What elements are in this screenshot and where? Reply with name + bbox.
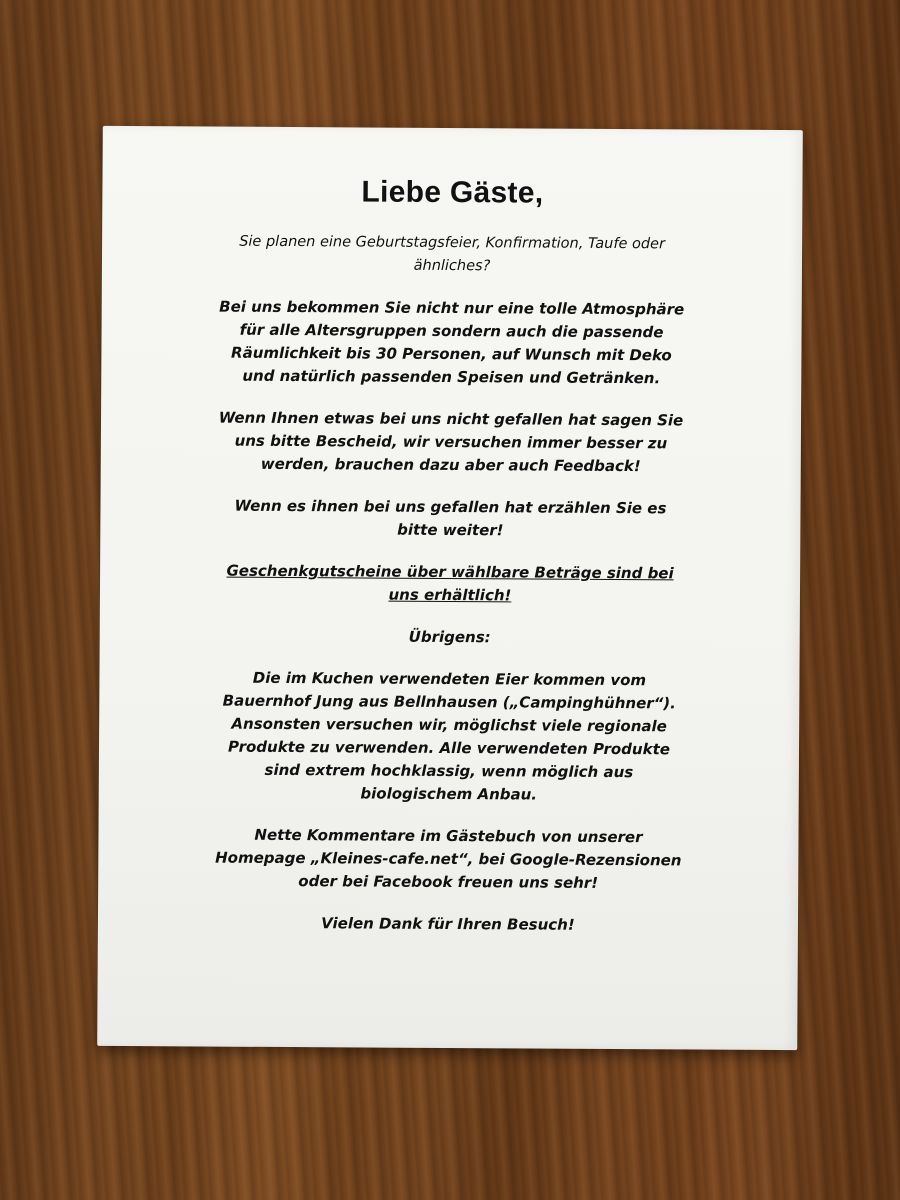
reviews-paragraph: Nette Kommentare im Gästebuch von unserer Homepage „Kleines-cafe.net“, bei Google-Rezensionen oder bei Facebook freuen uns sehr! xyxy=(215,825,682,892)
flyer-content xyxy=(98,174,803,957)
flyer-sheet xyxy=(97,126,803,1050)
event-offer-paragraph: Bei uns bekommen Sie nicht nur eine tolle Atmosphäre für alle Altersgruppen sondern auch die passende Räumlichkeit bis 30 Personen, auf Wunsch mit Deko und natürlich passenden Speisen und Getränken. xyxy=(219,297,685,388)
regional-products-paragraph: Die im Kuchen verwendeten Eier kommen vom Bauernhof Jung aus Bellnhausen („Campinghühner“). Ansonsten versuchen wir, möglichst viele regionale Produkte zu verwenden. Alle verwendeten Produkte sind extrem hochklassig, wenn möglich aus biologischem Anbau. xyxy=(222,668,676,804)
by-the-way-heading: Übrigens: xyxy=(408,627,491,647)
flyer-title: Liebe Gäste, xyxy=(361,175,544,210)
recommend-paragraph: Wenn es ihnen bei uns gefallen hat erzählen Sie es bitte weiter! xyxy=(234,496,667,540)
gift-voucher-text: Geschenkgutscheine über wählbare Beträge sind bei uns erhältlich! xyxy=(226,561,674,605)
intro-question: Sie planen eine Geburtstagsfeier, Konfirmation, Taufe oder ähnliches? xyxy=(239,233,666,275)
thank-you-line: Vielen Dank für Ihren Besuch! xyxy=(321,914,575,934)
gift-voucher-paragraph xyxy=(215,560,685,609)
feedback-paragraph: Wenn Ihnen etwas bei uns nicht gefallen hat sagen Sie uns bitte Bescheid, wir versuchen immer besser zu werden, brauchen dazu aber auch Feedback! xyxy=(218,408,684,476)
